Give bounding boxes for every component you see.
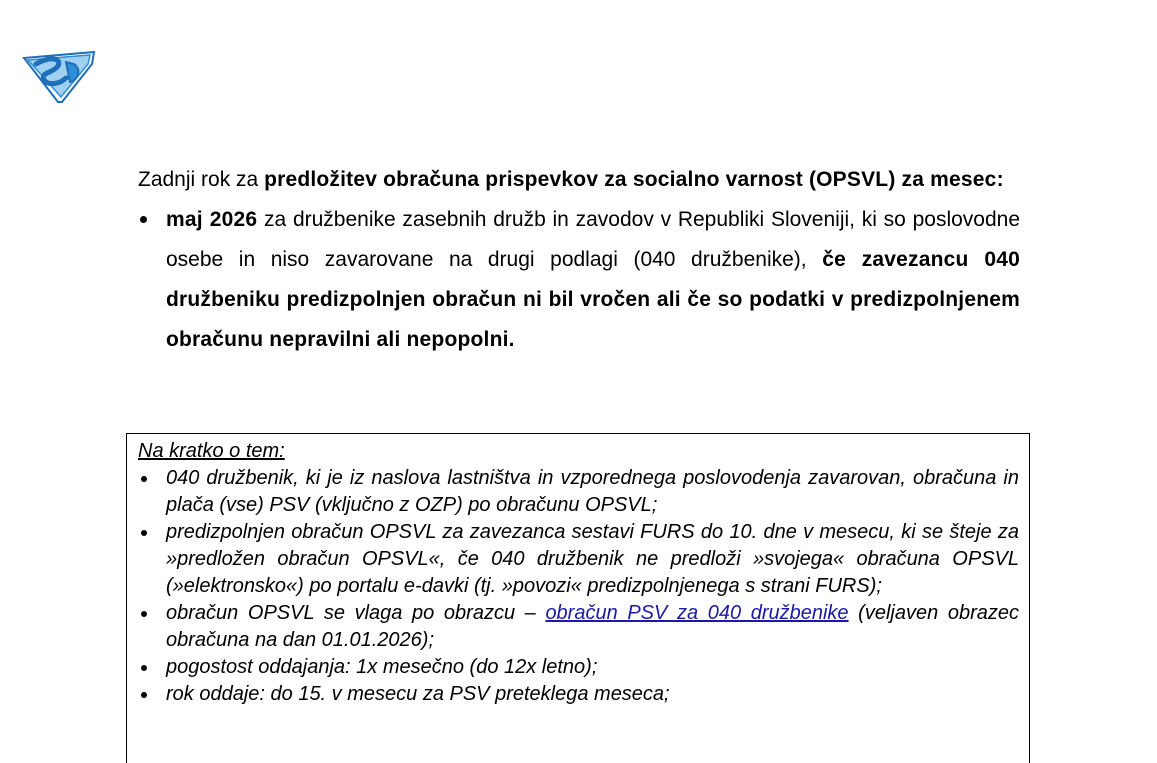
- summary-item: predizpolnjen obračun OPSVL za zavezanca sestavi FURS do 10. dne v mesecu, ki se šteje za »predložen obračun OPSVL«, če 040 družbenik ne predloži »svojega« obračuna OPSVL (»elektronsko«) po portalu e-davki (tj. »povozi« predizpolnjenega s strani FURS);: [138, 519, 1019, 600]
- company-logo: [22, 50, 96, 104]
- intro-bold: predložitev obračuna prispevkov za socialno varnost (OPSVL) za mesec:: [264, 168, 1004, 191]
- summary-list: [138, 465, 1019, 708]
- summary-item: pogostost oddajanja: 1x mesečno (do 12x letno);: [138, 654, 1019, 681]
- summary-item: 040 družbenik, ki je iz naslova lastništva in vzporednega poslovodenja zavarovan, obračuna in plača (vse) PSV (vključno z OZP) po obračunu OPSVL;: [138, 465, 1019, 519]
- intro-paragraph: Zadnji rok za predložitev obračuna prispevkov za socialno varnost (OPSVL) za mesec:: [138, 168, 1004, 191]
- summary-heading: Na kratko o tem:: [138, 440, 285, 462]
- intro-list-item: maj 2026 za družbenike zasebnih družb in zavodov v Republiki Sloveniji, ki so poslovodne osebe in niso zavarovane na drugi podlagi (040 družbenike), če zavezancu 040 družbeniku predizpolnjen obračun ni bil vročen ali če so podatki v predizpolnjenem obračunu nepravilni ali nepopolni.: [138, 200, 1020, 360]
- form-link[interactable]: obračun PSV za 040 družbenike: [545, 602, 849, 624]
- summary-item: rok oddaje: do 15. v mesecu za PSV preteklega meseca;: [138, 681, 1019, 708]
- summary-box: [126, 433, 1030, 763]
- intro-section: [138, 160, 1020, 360]
- intro-list: [138, 200, 1020, 360]
- summary-item: obračun OPSVL se vlaga po obrazcu – obračun PSV za 040 družbenike (veljaven obrazec obračuna na dan 01.01.2026);: [138, 600, 1019, 654]
